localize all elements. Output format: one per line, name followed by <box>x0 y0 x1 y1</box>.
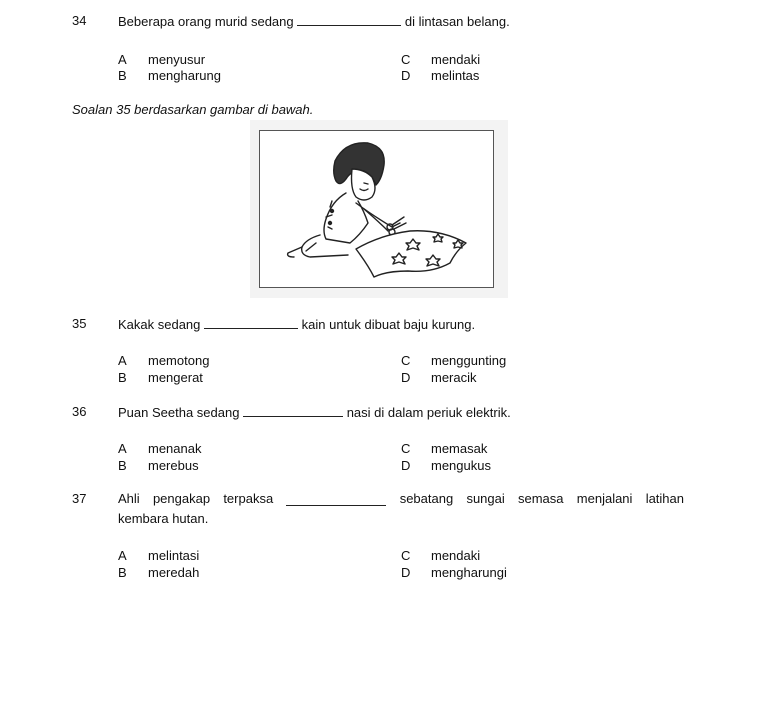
option-d[interactable] <box>401 458 491 473</box>
question-word: terpaksa <box>223 491 274 506</box>
option-letter: B <box>118 68 127 83</box>
question-text-line-1 <box>118 491 684 506</box>
option-letter: B <box>118 565 127 580</box>
question-intro: Soalan 35 berdasarkan gambar di bawah. <box>72 102 314 117</box>
option-c[interactable] <box>401 441 487 456</box>
option-c[interactable] <box>401 52 480 67</box>
option-b[interactable] <box>118 458 199 473</box>
question-word: semasa <box>518 491 564 506</box>
option-text: mendaki <box>431 548 481 563</box>
option-text: mengharung <box>148 68 221 83</box>
question-text-line-2: kembara hutan. <box>118 511 209 526</box>
option-text: mengerat <box>148 370 203 385</box>
question-text-after: nasi di dalam periuk elektrik. <box>346 405 511 420</box>
option-a[interactable] <box>118 353 209 368</box>
option-letter: D <box>401 370 411 385</box>
question-word: sebatang <box>399 491 454 506</box>
option-text: mendaki <box>431 52 481 67</box>
option-text: merebus <box>148 458 199 473</box>
option-letter: D <box>401 458 411 473</box>
question-word: pengakap <box>152 491 211 506</box>
option-d[interactable] <box>401 565 507 580</box>
question-text <box>118 13 510 29</box>
question-text-before: Beberapa orang murid sedang <box>118 14 294 29</box>
option-letter: B <box>118 370 127 385</box>
question-text-after: di lintasan belang. <box>404 14 510 29</box>
girl-cutting-cloth-illustration <box>260 131 493 287</box>
question-number: 35 <box>72 316 87 331</box>
option-letter: C <box>401 548 411 563</box>
question-number: 37 <box>72 491 87 506</box>
answer-blank <box>204 316 298 329</box>
question-word: menjalani <box>576 491 633 506</box>
option-b[interactable] <box>118 68 221 83</box>
option-letter: C <box>401 353 411 368</box>
figure-girl-cutting-cloth <box>259 130 494 288</box>
option-text: melintasi <box>148 548 200 563</box>
option-d[interactable] <box>401 370 477 385</box>
question-text <box>118 404 511 420</box>
option-text: mengukus <box>431 458 491 473</box>
question-word: Ahli <box>118 491 140 506</box>
question-number: 36 <box>72 404 87 419</box>
answer-blank <box>243 404 343 417</box>
question-text-before: Puan Seetha sedang <box>118 405 240 420</box>
option-b[interactable] <box>118 370 203 385</box>
option-text: memotong <box>148 353 210 368</box>
question-text-before: Kakak sedang <box>118 317 201 332</box>
option-text: meracik <box>431 370 477 385</box>
option-text: melintas <box>431 68 480 83</box>
option-text: memasak <box>431 441 488 456</box>
option-letter: C <box>401 441 411 456</box>
option-c[interactable] <box>401 548 480 563</box>
option-letter: B <box>118 458 127 473</box>
option-text: menyusur <box>148 52 206 67</box>
option-c[interactable] <box>401 353 506 368</box>
question-word: latihan <box>645 491 684 506</box>
option-letter: C <box>401 52 411 67</box>
option-a[interactable] <box>118 441 201 456</box>
question-text-after: kain untuk dibuat baju kurung. <box>301 317 476 332</box>
option-letter: A <box>118 548 127 563</box>
option-text: menggunting <box>431 353 507 368</box>
option-text: menanak <box>148 441 202 456</box>
question-number: 34 <box>72 13 87 28</box>
option-letter: A <box>118 353 127 368</box>
option-letter: A <box>118 441 127 456</box>
answer-blank <box>297 13 401 26</box>
option-letter: D <box>401 565 411 580</box>
option-letter: D <box>401 68 411 83</box>
option-a[interactable] <box>118 52 205 67</box>
option-a[interactable] <box>118 548 199 563</box>
question-word: sungai <box>466 491 505 506</box>
option-letter: A <box>118 52 127 67</box>
option-b[interactable] <box>118 565 199 580</box>
answer-blank <box>286 493 386 506</box>
option-text: mengharungi <box>431 565 507 580</box>
option-d[interactable] <box>401 68 479 83</box>
question-text <box>118 316 475 332</box>
option-text: meredah <box>148 565 200 580</box>
